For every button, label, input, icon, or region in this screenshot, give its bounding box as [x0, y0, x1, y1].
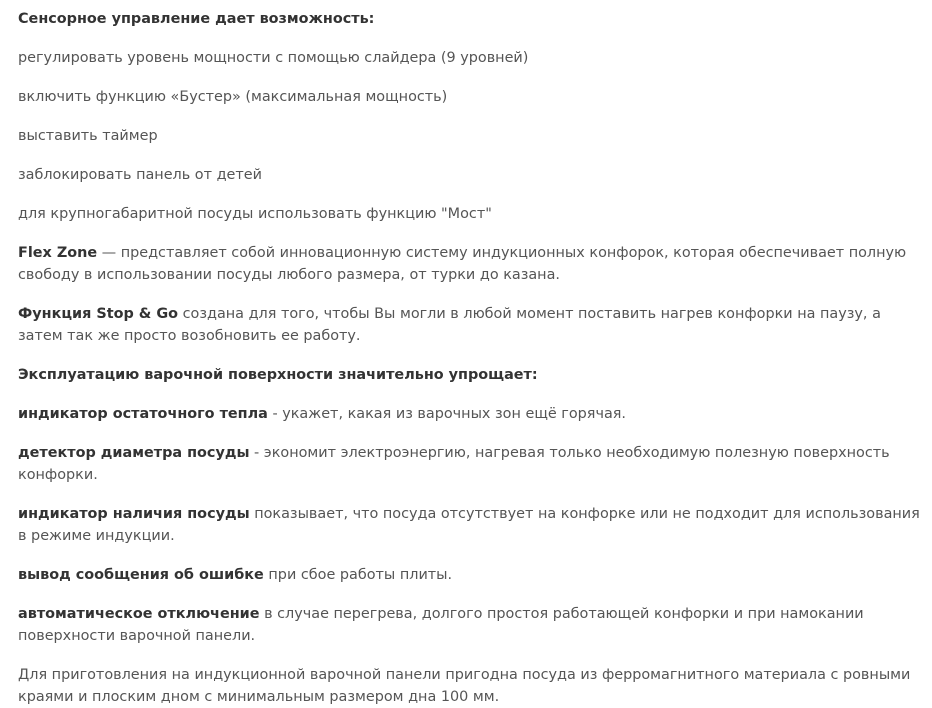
usage-item-term: автоматическое отключение [18, 606, 260, 622]
usage-item-text: в случае перегрева, долгого простоя работающей конфорки и при намокании поверхности варочной панели. [18, 606, 864, 644]
touch-item-timer: выставить таймер [18, 128, 158, 144]
flex-zone-paragraph [18, 242, 922, 286]
usage-heading: Эксплуатацию варочной поверхности значительно упрощает: [18, 367, 538, 383]
usage-item-term: детектор диаметра посуды [18, 445, 250, 461]
usage-item-auto-off [18, 603, 922, 647]
touch-item-bridge: для крупногабаритной посуды использовать функцию "Мост" [18, 206, 492, 222]
usage-item-term: вывод сообщения об ошибке [18, 567, 264, 583]
cookware-note: Для приготовления на индукционной варочной панели пригодна посуда из ферромагнитного материала с ровными краями и плоским дном с минимальным размером дна 100 мм. [18, 667, 911, 705]
usage-item-term: индикатор остаточного тепла [18, 406, 268, 422]
touch-control-heading: Сенсорное управление дает возможность: [18, 11, 375, 27]
usage-item-error-message [18, 564, 922, 586]
flex-zone-term: Flex Zone [18, 245, 98, 261]
usage-item-text: - экономит электроэнергию, нагревая только необходимую полезную поверхность конфорки. [18, 445, 890, 483]
touch-item-booster: включить функцию «Бустер» (максимальная мощность) [18, 89, 448, 105]
usage-item-diameter-detector [18, 442, 922, 486]
touch-item-slider: регулировать уровень мощности с помощью слайдера (9 уровней) [18, 50, 529, 66]
touch-item-child-lock: заблокировать панель от детей [18, 167, 262, 183]
stop-go-term: Функция Stop & Go [18, 306, 179, 322]
usage-item-residual-heat [18, 403, 922, 425]
usage-item-text: при сбое работы плиты. [263, 567, 453, 583]
flex-zone-text: — представляет собой инновационную систему индукционных конфорок, которая обеспечивает полную свободу в использовании посуды любого размера, от турки до казана. [18, 245, 907, 283]
usage-item-text: показывает, что посуда отсутствует на конфорке или не подходит для использования в режиме индукции. [18, 506, 920, 544]
usage-item-text: - укажет, какая из варочных зон ещё горячая. [267, 406, 627, 422]
usage-item-pan-indicator [18, 503, 922, 547]
stop-go-text: создана для того, чтобы Вы могли в любой момент поставить нагрев конфорки на паузу, а затем так же просто возобновить ее работу. [18, 306, 881, 344]
stop-go-paragraph [18, 303, 922, 347]
usage-item-term: индикатор наличия посуды [18, 506, 250, 522]
